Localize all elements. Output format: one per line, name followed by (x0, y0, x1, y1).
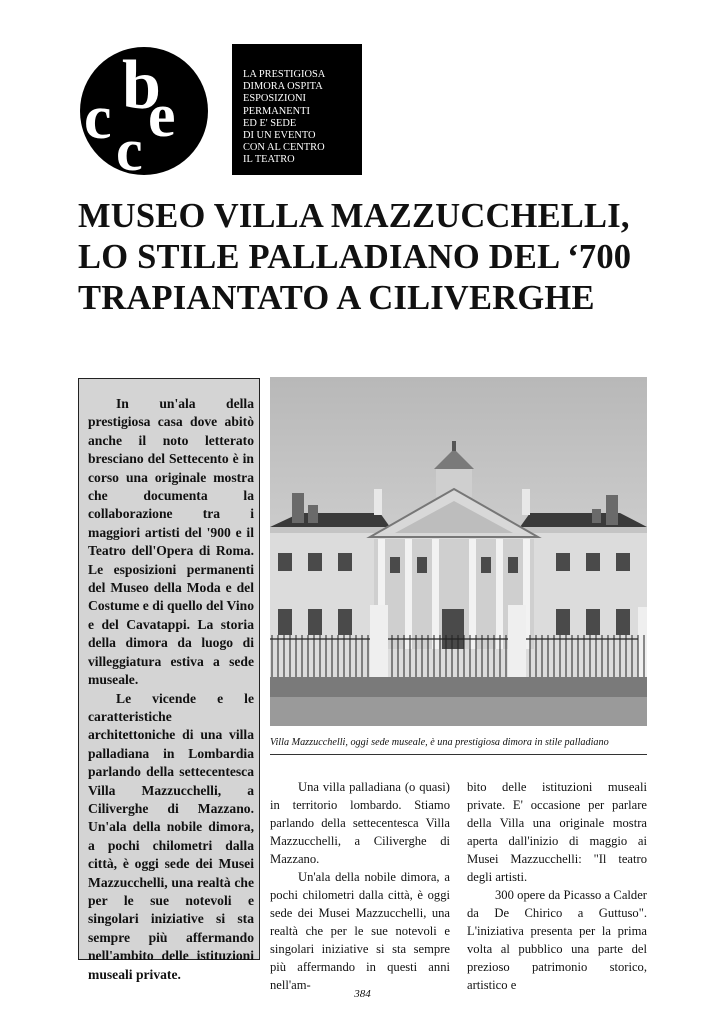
body-paragraph: bito delle istituzioni museali private. E' occasione per parlare della Villa una originale mostra aperta dall'inizio di maggio ai Musei Mazzucchelli: "Il teatro degli artisti. (467, 780, 647, 884)
bce-logo (78, 46, 210, 176)
headline-line: LO STILE PALLADIANO DEL ‘700 (78, 238, 632, 276)
body-paragraph: Una villa palladiana (o quasi) in territorio lombardo. Stiamo parlando della settecentesca Villa Mazzucchelli, a Ciliverghe di Mazzano. (270, 780, 450, 866)
kicker-line: DIMORA OSPITA (243, 81, 323, 93)
page-number: 384 (354, 988, 371, 1000)
logo-letter-e: e (148, 82, 176, 150)
body-paragraph: 300 opere da Picasso a Calder da De Chirico a Guttuso". L'iniziativa presenta per la prima volta al pubblico una parte del prezioso patrimonio storico, artistico e (467, 888, 647, 992)
kicker-line: ESPOSIZIONI (243, 93, 306, 105)
summary-sidebar (78, 378, 260, 982)
logo-letter-c2: c (116, 117, 143, 176)
body-column-2 (467, 778, 647, 994)
kicker-line: ED E' SEDE (243, 117, 297, 129)
headline-line: TRAPIANTATO A CILIVERGHE (78, 279, 595, 317)
logo-letter-b: b (122, 47, 161, 124)
sidebar-paragraph: Le vicende e le caratteristiche architettoniche di una villa palladiana in Lombardia parlando della settecentesca Villa Mazzucchelli, a Ciliverghe di Mazzano. Un'ala della nobile dimora, a pochi chilometri dalla città, è oggi sede dei Musei Mazzucchelli, una realtà che per le sue notevoli e singolari iniziative si sta sempre più affermando nell'ambito delle istituzioni museali private. (88, 690, 254, 982)
article-headline (78, 196, 678, 319)
kicker-line: PERMANENTI (243, 105, 310, 117)
logo-letter-c: c (84, 84, 112, 152)
kicker-line: IL TEATRO (243, 154, 295, 166)
kicker-box (232, 44, 362, 175)
photo-caption: Villa Mazzucchelli, oggi sede museale, è una prestigiosa dimora in stile palladiano (270, 737, 609, 748)
kicker-line: CON AL CENTRO (243, 142, 325, 154)
villa-photo (270, 377, 647, 726)
kicker-line: DI UN EVENTO (243, 130, 316, 142)
body-paragraph: Un'ala della nobile dimora, a pochi chilometri dalla città, è oggi sede dei Musei Mazzucchelli, una realtà che per le sue notevoli e singolari iniziative si sta sempre più affermando in questi anni nell'am- (270, 870, 450, 992)
sidebar-paragraph: In un'ala della prestigiosa casa dove abitò anche il noto letterato bresciano del Settecento è in corso una originale mostra che documenta la collaborazione tra i maggiori artisti del '900 e il Teatro dell'Opera di Roma. Le esposizioni permanenti del Museo della Moda e del Costume e di quello del Vino e del Cavatappi. La storia della dimora da luogo di villeggiatura estiva a sede museale. (88, 396, 254, 688)
kicker-line: LA PRESTIGIOSA (243, 69, 326, 80)
caption-divider (270, 754, 647, 755)
body-column-1 (270, 778, 450, 994)
headline-line: MUSEO VILLA MAZZUCCHELLI, (78, 197, 630, 235)
